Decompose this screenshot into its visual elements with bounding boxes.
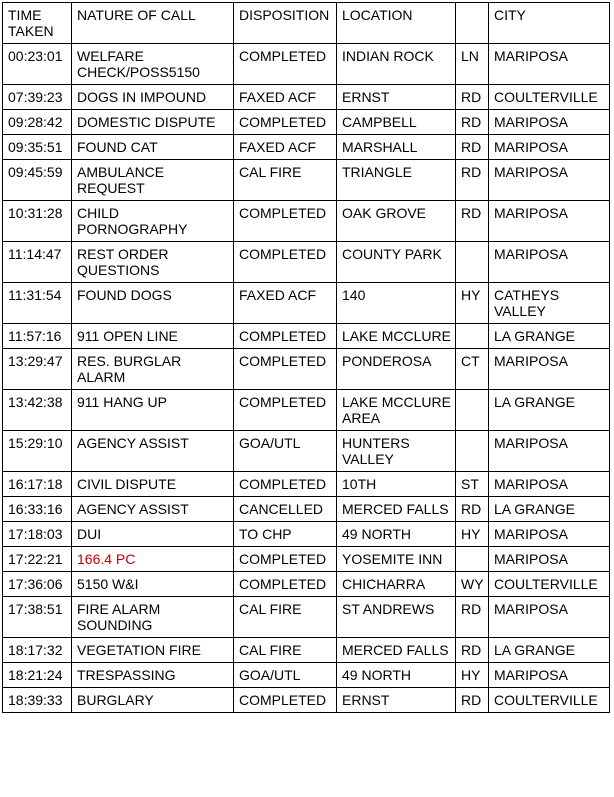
table-row: [3, 688, 610, 713]
cell-suffix: [456, 431, 489, 472]
cell-disposition: FAXED ACF: [234, 85, 337, 110]
cell-suffix: RD: [456, 160, 489, 201]
cell-disposition: COMPLETED: [234, 547, 337, 572]
cell-disposition: CAL FIRE: [234, 638, 337, 663]
cell-city: MARIPOSA: [489, 472, 610, 497]
table-row: [3, 201, 610, 242]
cell-nature: REST ORDER QUESTIONS: [72, 242, 234, 283]
cell-location: INDIAN ROCK: [337, 44, 456, 85]
cell-disposition: COMPLETED: [234, 242, 337, 283]
cell-disposition: COMPLETED: [234, 349, 337, 390]
cell-suffix: LN: [456, 44, 489, 85]
cell-city: MARIPOSA: [489, 547, 610, 572]
cell-city: LA GRANGE: [489, 324, 610, 349]
cell-city: MARIPOSA: [489, 201, 610, 242]
table-body: [3, 44, 610, 713]
table-row: [3, 522, 610, 547]
cell-suffix: RD: [456, 497, 489, 522]
column-header-location: LOCATION: [337, 3, 456, 44]
cell-suffix: HY: [456, 522, 489, 547]
cell-city: MARIPOSA: [489, 110, 610, 135]
cell-nature: FIRE ALARM SOUNDING: [72, 597, 234, 638]
cell-suffix: ST: [456, 472, 489, 497]
cell-time: 11:57:16: [3, 324, 72, 349]
cell-nature: WELFARE CHECK/POSS5150: [72, 44, 234, 85]
cell-location: MARSHALL: [337, 135, 456, 160]
call-log-table: [2, 2, 610, 713]
table-row: [3, 390, 610, 431]
cell-suffix: RD: [456, 110, 489, 135]
cell-time: 13:42:38: [3, 390, 72, 431]
cell-location: 49 NORTH: [337, 663, 456, 688]
cell-location: HUNTERS VALLEY: [337, 431, 456, 472]
cell-nature: 911 OPEN LINE: [72, 324, 234, 349]
cell-location: CHICHARRA: [337, 572, 456, 597]
cell-disposition: COMPLETED: [234, 390, 337, 431]
table-row: [3, 110, 610, 135]
cell-time: 11:31:54: [3, 283, 72, 324]
cell-location: 140: [337, 283, 456, 324]
cell-location: MERCED FALLS: [337, 497, 456, 522]
cell-suffix: HY: [456, 663, 489, 688]
cell-nature: DUI: [72, 522, 234, 547]
table-row: [3, 349, 610, 390]
cell-disposition: COMPLETED: [234, 44, 337, 85]
cell-suffix: [456, 242, 489, 283]
column-header-time: TIME TAKEN: [3, 3, 72, 44]
cell-nature: CIVIL DISPUTE: [72, 472, 234, 497]
cell-city: LA GRANGE: [489, 638, 610, 663]
cell-disposition: FAXED ACF: [234, 135, 337, 160]
cell-disposition: CANCELLED: [234, 497, 337, 522]
cell-city: COULTERVILLE: [489, 688, 610, 713]
table-row: [3, 472, 610, 497]
table-row: [3, 572, 610, 597]
cell-city: MARIPOSA: [489, 160, 610, 201]
cell-disposition: FAXED ACF: [234, 283, 337, 324]
cell-time: 18:21:24: [3, 663, 72, 688]
cell-suffix: [456, 547, 489, 572]
cell-city: MARIPOSA: [489, 522, 610, 547]
cell-nature: AGENCY ASSIST: [72, 431, 234, 472]
cell-city: MARIPOSA: [489, 663, 610, 688]
cell-nature: VEGETATION FIRE: [72, 638, 234, 663]
cell-time: 16:33:16: [3, 497, 72, 522]
table-row: [3, 497, 610, 522]
table-row: [3, 283, 610, 324]
cell-disposition: GOA/UTL: [234, 431, 337, 472]
cell-nature: FOUND CAT: [72, 135, 234, 160]
cell-time: 09:45:59: [3, 160, 72, 201]
table-row: [3, 597, 610, 638]
cell-city: LA GRANGE: [489, 390, 610, 431]
cell-time: 11:14:47: [3, 242, 72, 283]
column-header-city: CITY: [489, 3, 610, 44]
cell-nature: CHILD PORNOGRAPHY: [72, 201, 234, 242]
cell-nature: 166.4 PC: [72, 547, 234, 572]
cell-disposition: COMPLETED: [234, 572, 337, 597]
cell-time: 18:39:33: [3, 688, 72, 713]
header-row: [3, 3, 610, 44]
cell-time: 09:35:51: [3, 135, 72, 160]
cell-time: 10:31:28: [3, 201, 72, 242]
cell-suffix: [456, 324, 489, 349]
cell-location: COUNTY PARK: [337, 242, 456, 283]
cell-location: 10TH: [337, 472, 456, 497]
table-row: [3, 242, 610, 283]
table-row: [3, 324, 610, 349]
cell-nature: 5150 W&I: [72, 572, 234, 597]
cell-disposition: CAL FIRE: [234, 597, 337, 638]
cell-suffix: RD: [456, 135, 489, 160]
cell-location: CAMPBELL: [337, 110, 456, 135]
cell-city: MARIPOSA: [489, 431, 610, 472]
cell-location: OAK GROVE: [337, 201, 456, 242]
cell-city: MARIPOSA: [489, 135, 610, 160]
cell-location: ST ANDREWS: [337, 597, 456, 638]
table-row: [3, 44, 610, 85]
cell-city: MARIPOSA: [489, 349, 610, 390]
cell-suffix: [456, 390, 489, 431]
column-header-disposition: DISPOSITION: [234, 3, 337, 44]
table-row: [3, 135, 610, 160]
cell-location: ERNST: [337, 85, 456, 110]
cell-suffix: RD: [456, 688, 489, 713]
cell-nature: DOMESTIC DISPUTE: [72, 110, 234, 135]
cell-location: ERNST: [337, 688, 456, 713]
cell-time: 17:36:06: [3, 572, 72, 597]
cell-time: 13:29:47: [3, 349, 72, 390]
cell-nature: FOUND DOGS: [72, 283, 234, 324]
cell-city: MARIPOSA: [489, 44, 610, 85]
cell-city: CATHEYS VALLEY: [489, 283, 610, 324]
cell-city: COULTERVILLE: [489, 85, 610, 110]
cell-time: 18:17:32: [3, 638, 72, 663]
cell-suffix: HY: [456, 283, 489, 324]
cell-nature: DOGS IN IMPOUND: [72, 85, 234, 110]
cell-city: LA GRANGE: [489, 497, 610, 522]
cell-time: 00:23:01: [3, 44, 72, 85]
cell-location: PONDEROSA: [337, 349, 456, 390]
cell-suffix: RD: [456, 201, 489, 242]
cell-disposition: COMPLETED: [234, 688, 337, 713]
cell-time: 16:17:18: [3, 472, 72, 497]
cell-time: 07:39:23: [3, 85, 72, 110]
column-header-suffix: [456, 3, 489, 44]
cell-city: MARIPOSA: [489, 242, 610, 283]
cell-disposition: COMPLETED: [234, 110, 337, 135]
cell-nature: AMBULANCE REQUEST: [72, 160, 234, 201]
cell-time: 17:22:21: [3, 547, 72, 572]
cell-location: MERCED FALLS: [337, 638, 456, 663]
cell-city: COULTERVILLE: [489, 572, 610, 597]
cell-disposition: COMPLETED: [234, 472, 337, 497]
cell-location: TRIANGLE: [337, 160, 456, 201]
cell-disposition: TO CHP: [234, 522, 337, 547]
cell-disposition: CAL FIRE: [234, 160, 337, 201]
cell-nature: AGENCY ASSIST: [72, 497, 234, 522]
table-row: [3, 431, 610, 472]
cell-time: 15:29:10: [3, 431, 72, 472]
cell-disposition: GOA/UTL: [234, 663, 337, 688]
cell-location: LAKE MCCLURE: [337, 324, 456, 349]
cell-disposition: COMPLETED: [234, 201, 337, 242]
cell-suffix: RD: [456, 597, 489, 638]
cell-disposition: COMPLETED: [234, 324, 337, 349]
cell-suffix: RD: [456, 85, 489, 110]
cell-suffix: CT: [456, 349, 489, 390]
table-row: [3, 547, 610, 572]
cell-suffix: RD: [456, 638, 489, 663]
cell-time: 09:28:42: [3, 110, 72, 135]
cell-nature: TRESPASSING: [72, 663, 234, 688]
cell-location: LAKE MCCLURE AREA: [337, 390, 456, 431]
column-header-nature: NATURE OF CALL: [72, 3, 234, 44]
table-row: [3, 638, 610, 663]
cell-time: 17:38:51: [3, 597, 72, 638]
cell-nature: 911 HANG UP: [72, 390, 234, 431]
table-row: [3, 663, 610, 688]
table-row: [3, 160, 610, 201]
cell-location: 49 NORTH: [337, 522, 456, 547]
cell-city: MARIPOSA: [489, 597, 610, 638]
table-row: [3, 85, 610, 110]
cell-nature: BURGLARY: [72, 688, 234, 713]
cell-suffix: WY: [456, 572, 489, 597]
cell-location: YOSEMITE INN: [337, 547, 456, 572]
cell-time: 17:18:03: [3, 522, 72, 547]
cell-nature: RES. BURGLAR ALARM: [72, 349, 234, 390]
